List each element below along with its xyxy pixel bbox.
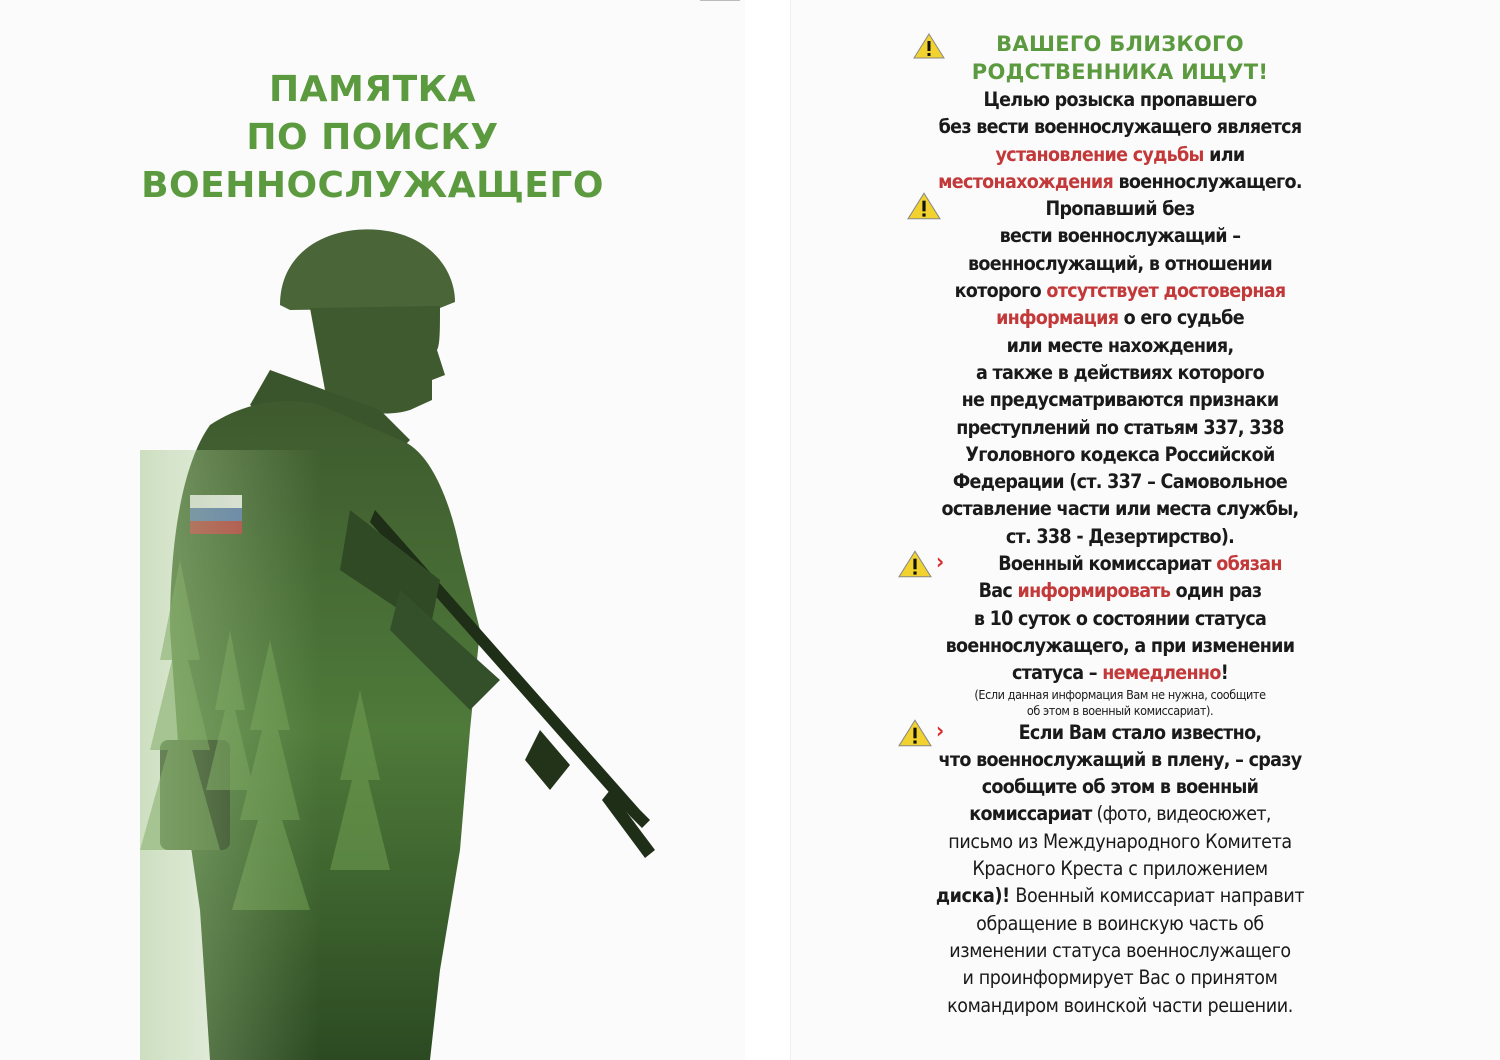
paragraph-commissariat-duty <box>830 550 1410 718</box>
text-line: Пропавший без <box>1045 197 1195 221</box>
text-fragment: статуса – <box>1011 661 1103 685</box>
right-page-text <box>830 30 1410 1019</box>
text-line: и проинформирует Вас о принятом <box>962 966 1278 990</box>
paragraph-search-goal <box>830 86 1410 195</box>
left-page <box>0 0 746 1060</box>
highlight-text: информация <box>996 306 1119 330</box>
text-line <box>830 882 1410 909</box>
text-fragment: комиссариат <box>969 802 1092 826</box>
text-line: письмо из Международного Комитета <box>948 829 1292 853</box>
chevron-right-icon: › <box>936 718 945 744</box>
highlight-text: немедленно <box>1102 661 1221 685</box>
text-line: вести военнослужащий – <box>999 224 1241 248</box>
text-line: сообщите об этом в военный <box>981 775 1259 799</box>
footnote-line: (Если данная информация Вам не нужна, сообщите <box>974 686 1266 702</box>
warning-triangle-icon <box>898 719 932 747</box>
text-fragment: ! <box>1220 661 1228 685</box>
text-line <box>830 659 1410 686</box>
text-line: обращение в воинскую часть об <box>976 911 1264 935</box>
title-line-1: ПАМЯТКА <box>269 69 476 110</box>
text-line: или месте нахождения, <box>1006 333 1234 357</box>
heading-line-2: РОДСТВЕННИКА ИЩУТ! <box>971 60 1269 84</box>
title-line-3: ВОЕННОСЛУЖАЩЕГО <box>141 165 604 206</box>
text-line: преступлений по статьям 337, 338 <box>956 415 1284 439</box>
highlight-text: установление судьбы <box>995 142 1204 166</box>
text-fragment: которого <box>954 279 1047 303</box>
brochure-title <box>0 66 745 210</box>
warning-triangle-icon <box>898 550 932 578</box>
text-fragment: Вас <box>978 579 1018 603</box>
text-line: Уголовного кодекса Российской <box>965 442 1275 466</box>
heading-block <box>830 30 1410 86</box>
text-fragment: один раз <box>1170 579 1262 603</box>
text-line <box>830 277 1410 304</box>
paragraph-captivity <box>830 719 1410 1019</box>
text-line <box>830 800 1410 827</box>
text-line: Если Вам стало известно, <box>1018 720 1262 744</box>
text-fragment: (фото, видеосюжет, <box>1091 802 1271 826</box>
text-line: изменении статуса военнослужащего <box>949 938 1291 962</box>
text-line: оставление части или места службы, <box>941 497 1299 521</box>
text-line: без вести военнослужащего является <box>938 115 1302 139</box>
text-line <box>830 577 1410 604</box>
text-line <box>830 168 1410 195</box>
text-fragment: о его судьбе <box>1118 306 1244 330</box>
scan-edge-mark <box>700 0 740 1</box>
page-gutter <box>745 0 790 1060</box>
text-line: что военнослужащий в плену, – сразу <box>938 747 1302 771</box>
text-line: Целью розыска пропавшего <box>983 88 1257 111</box>
text-line: ст. 338 - Дезертирство). <box>1005 524 1235 548</box>
text-line: в 10 суток о состоянии статуса <box>973 606 1267 630</box>
text-fragment: диска)! <box>935 884 1016 908</box>
footnote-line: об этом в военный комиссариат). <box>1026 702 1214 718</box>
highlight-text: информировать <box>1017 579 1171 603</box>
heading-line-1: ВАШЕГО БЛИЗКОГО <box>996 32 1244 56</box>
text-fragment: военнослужащего. <box>1113 169 1302 193</box>
text-fragment: Военный комиссариат направит <box>1015 884 1305 908</box>
text-fragment: Военный комиссариат <box>998 552 1217 576</box>
text-line: Красного Креста с приложением <box>972 857 1268 881</box>
text-line: не предусматриваются признаки <box>961 388 1279 412</box>
text-fragment: или <box>1203 142 1245 166</box>
chevron-right-icon: › <box>936 550 945 576</box>
highlight-text: местонахождения <box>938 169 1114 193</box>
warning-triangle-icon <box>907 192 941 220</box>
highlight-text: отсутствует достоверная <box>1046 279 1286 303</box>
text-line: а также в действиях которого <box>976 360 1264 384</box>
paragraph-definition <box>830 195 1410 550</box>
text-line <box>830 141 1410 168</box>
text-line: военнослужащий, в отношении <box>967 251 1273 275</box>
title-line-2: ПО ПОИСКУ <box>246 117 499 158</box>
text-line: военнослужащего, а при изменении <box>945 633 1295 657</box>
highlight-text: обязан <box>1216 552 1282 576</box>
text-line: Федерации (ст. 337 – Самовольное <box>952 470 1288 494</box>
text-line <box>830 304 1410 331</box>
soldier-silhouette-illustration <box>140 210 680 1060</box>
text-line: командиром воинской части решении. <box>947 993 1293 1017</box>
